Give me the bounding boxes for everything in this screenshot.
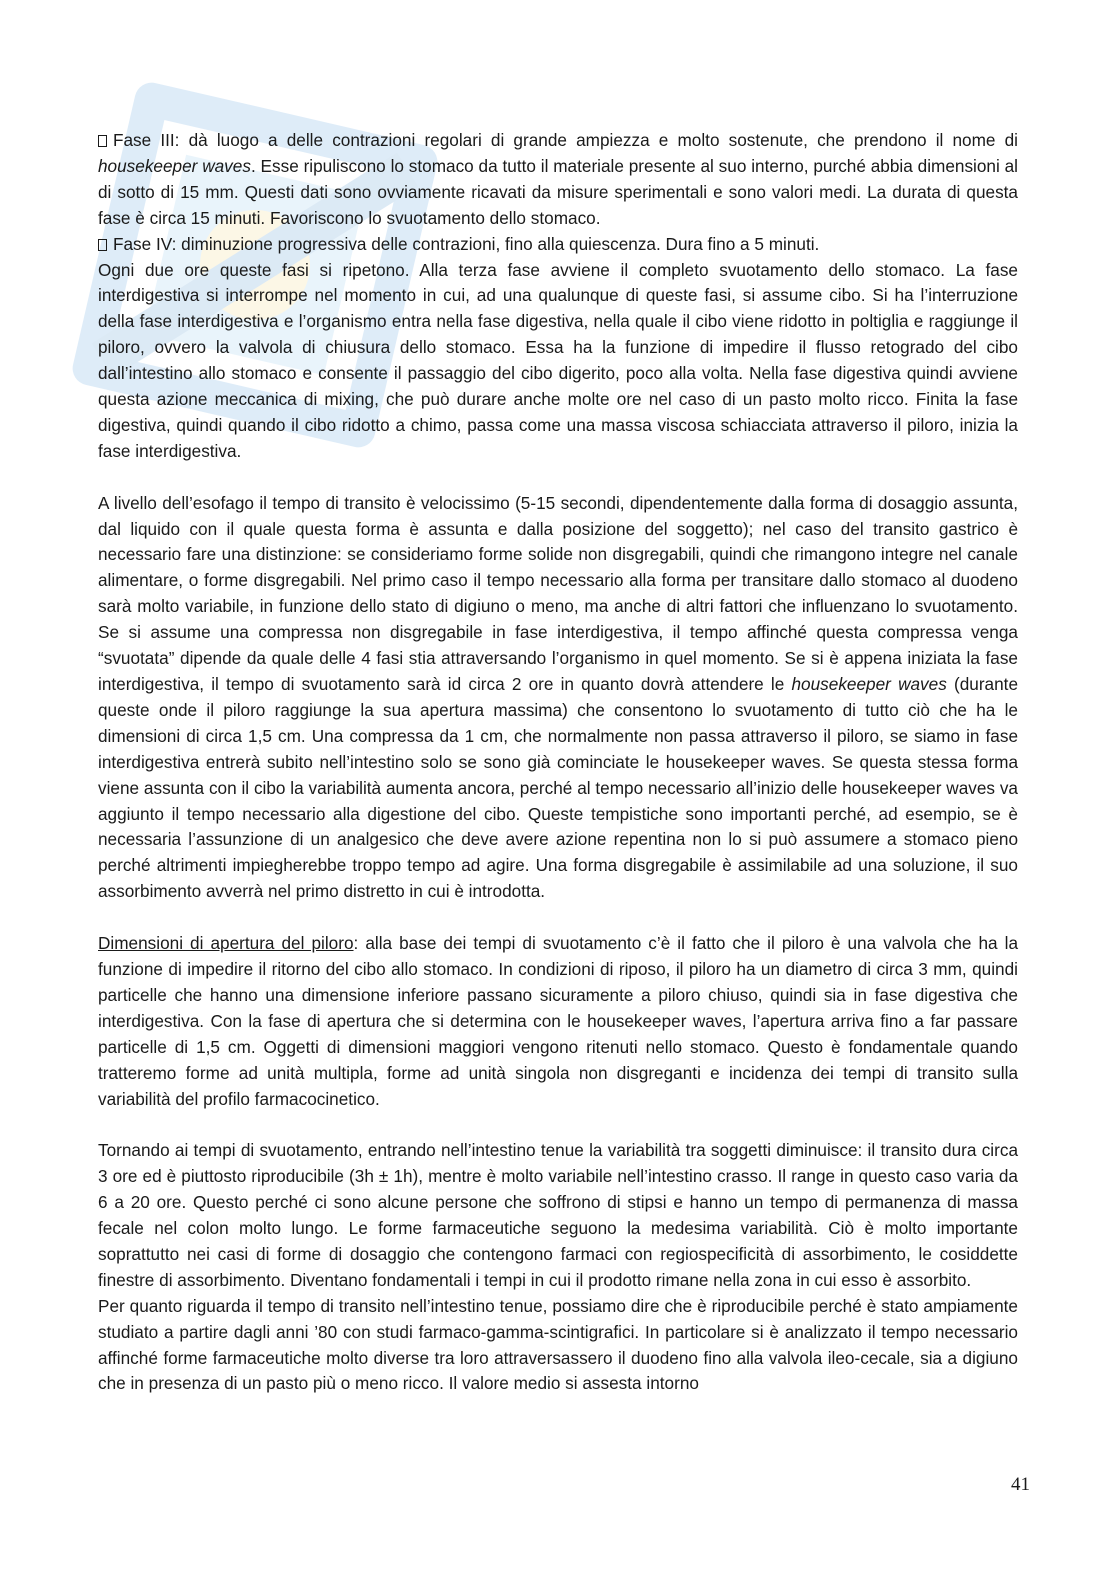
paragraph <box>98 258 1018 465</box>
page-body <box>98 128 1018 1397</box>
paragraph <box>98 931 1018 1112</box>
underlined-heading: Dimensioni di apertura del piloro <box>98 933 354 954</box>
text-run: . Esse ripuliscono lo stomaco da tutto il materiale presente al suo interno, purché abbia dimensioni al di sotto di 15 mm. Questi dati sono ovviamente ricavati da misure sperimentali e sono valori medi. La durata di questa fase è circa 15 minuti. Favoriscono lo svuotamento dello stomaco. <box>98 155 1018 228</box>
text-run: Fase IV: diminuzione progressiva delle contrazioni, fino alla quiescenza. Dura fino a 5 minuti. <box>113 233 820 254</box>
text-run: Ogni due ore queste fasi si ripetono. Alla terza fase avviene il completo svuotamento dello stomaco. La fase interdigestiva si interrompe nel momento in cui, ad una qualunque di queste fasi, si assume cibo. Si ha l’interruzione della fase interdigestiva e l’organismo entra nella fase digestiva, nella quale il cibo viene ridotto in poltiglia e raggiunge il piloro, ovvero la valvola di chiusura dello stomaco. Essa ha la funzione di impedire il flusso retogrado del cibo dall’intestino allo stomaco e consente il passaggio del cibo digerito, poco alla volta. Nella fase digestiva quindi avviene questa azione meccanica di mixing, che può durare anche molte ore nel caso di un pasto molto ricco. Finita la fase digestiva, quindi quando il cibo ridotto a chimo, passa come una massa viscosa schiacciata attraverso il piloro, inizia la fase interdigestiva. <box>98 259 1018 461</box>
paragraph <box>98 1294 1018 1398</box>
paragraph-gap <box>98 905 1018 931</box>
text-run: Fase III: dà luogo a delle contrazioni regolari di grande ampiezza e molto sostenute, che prendono il nome di <box>113 130 1018 150</box>
text-run: (durante queste onde il piloro raggiunge la sua apertura massima) che consentono lo svuotamento di tutto ciò che ha le dimensioni di circa 1,5 cm. Una compressa da 1 cm, che normalmente non passa attraverso il piloro, se siamo in fase interdigestiva entrerà subito nell’intestino solo se sono già cominciate le housekeeper waves. Se questa stessa forma viene assunta con il cibo la variabilità aumenta ancora, perché al tempo necessario all’inizio delle housekeeper waves va aggiunto il tempo necessario alla digestione del cibo. Queste tempistiche sono importanti perché, ad esempio, se è necessaria l’assunzione di un analgesico che deve avere azione repentina non lo si può assumere a stomaco pieno perché altrimenti impiegherebbe troppo tempo ad agire. Una forma disgregabile è assimilabile ad una soluzione, il suo assorbimento avverrà nel primo distretto in cui è introdotta. <box>98 674 1019 902</box>
paragraph-gap <box>98 1112 1018 1138</box>
bullet-box-icon <box>98 135 107 147</box>
bullet-box-icon <box>98 239 107 251</box>
paragraph-gap <box>98 465 1018 491</box>
text-run: Per quanto riguarda il tempo di transito nell’intestino tenue, possiamo dire che è riproducibile perché è stato ampiamente studiato a partire dagli anni ’80 con studi farmaco-gamma-scintigrafici. In particolare si è analizzato il tempo necessario affinché forme farmaceutiche molto diverse tra loro attraversassero il duodeno fino alla valvola ileo-cecale, sia a digiuno che in presenza di un pasto più o meno ricco. Il valore medio si assesta intorno <box>98 1295 1018 1394</box>
italic-term: housekeeper waves <box>98 155 251 176</box>
text-run: A livello dell’esofago il tempo di transito è velocissimo (5-15 secondi, dipendentemente dalla forma di dosaggio assunta, dal liquido con il quale questa forma è assunta e dalla posizione del soggetto); nel caso del transito gastrico è necessario fare una distinzione: se consideriamo forme solide non disgregabili, quindi che rimangono integre nel canale alimentare, o forme disgregabili. Nel primo caso il tempo necessario alla forma per transitare dallo stomaco al duodeno sarà molto variabile, in funzione dello stato di digiuno o meno, ma anche di altri fattori che influenzano lo svuotamento. Se si assume una compressa non disgregabile in fase interdigestiva, il tempo affinché questa compressa venga “svuotata” dipende da quale delle 4 fasi stia attraversando l’organismo in quel momento. Se si è appena iniziata la fase interdigestiva, il tempo di svuotamento sarà id circa 2 ore in quanto dovrà attendere le <box>98 492 1018 695</box>
bullet-paragraph <box>98 232 1018 258</box>
text-run: : alla base dei tempi di svuotamento c’è il fatto che il piloro è una valvola che ha la funzione di impedire il ritorno del cibo allo stomaco. In condizioni di riposo, il piloro ha un diametro di circa 3 mm, quindi particelle che hanno una dimensione inferiore passano sicuramente a piloro chiuso, quindi sia in fase digestiva che interdigestiva. Con la fase di apertura che si determina con le housekeeper waves, l’apertura arriva fino a far passare particelle di 1,5 cm. Oggetti di dimensioni maggiori vengono ritenuti nello stomaco. Questo è fondamentale quando tratteremo forme ad unità multipla, forme ad unità singola non disgreganti e incidenza dei tempi di transito sulla variabilità del profilo farmacocinetico. <box>98 933 1019 1109</box>
paragraph <box>98 1138 1018 1293</box>
page-number: 41 <box>1011 1474 1030 1495</box>
italic-term: housekeeper waves <box>791 674 947 695</box>
bullet-paragraph <box>98 128 1018 232</box>
text-run: Tornando ai tempi di svuotamento, entrando nell’intestino tenue la variabilità tra soggetti diminuisce: il transito dura circa 3 ore ed è piuttosto riproducibile (3h ± 1h), mentre è molto variabile nell’intestino crasso. Il range in questo caso varia da 6 a 20 ore. Questo perché ci sono alcune persone che soffrono di stipsi e hanno un tempo di permanenza di massa fecale nel colon molto lungo. Le forme farmaceutiche seguono la medesima variabilità. Ciò è molto importante soprattutto nei casi di forme di dosaggio che contengono farmaci con regiospecificità di assorbimento, le cosiddette finestre di assorbimento. Diventano fondamentali i tempi in cui il prodotto rimane nella zona in cui esso è assorbito. <box>98 1140 1018 1290</box>
paragraph <box>98 491 1018 906</box>
